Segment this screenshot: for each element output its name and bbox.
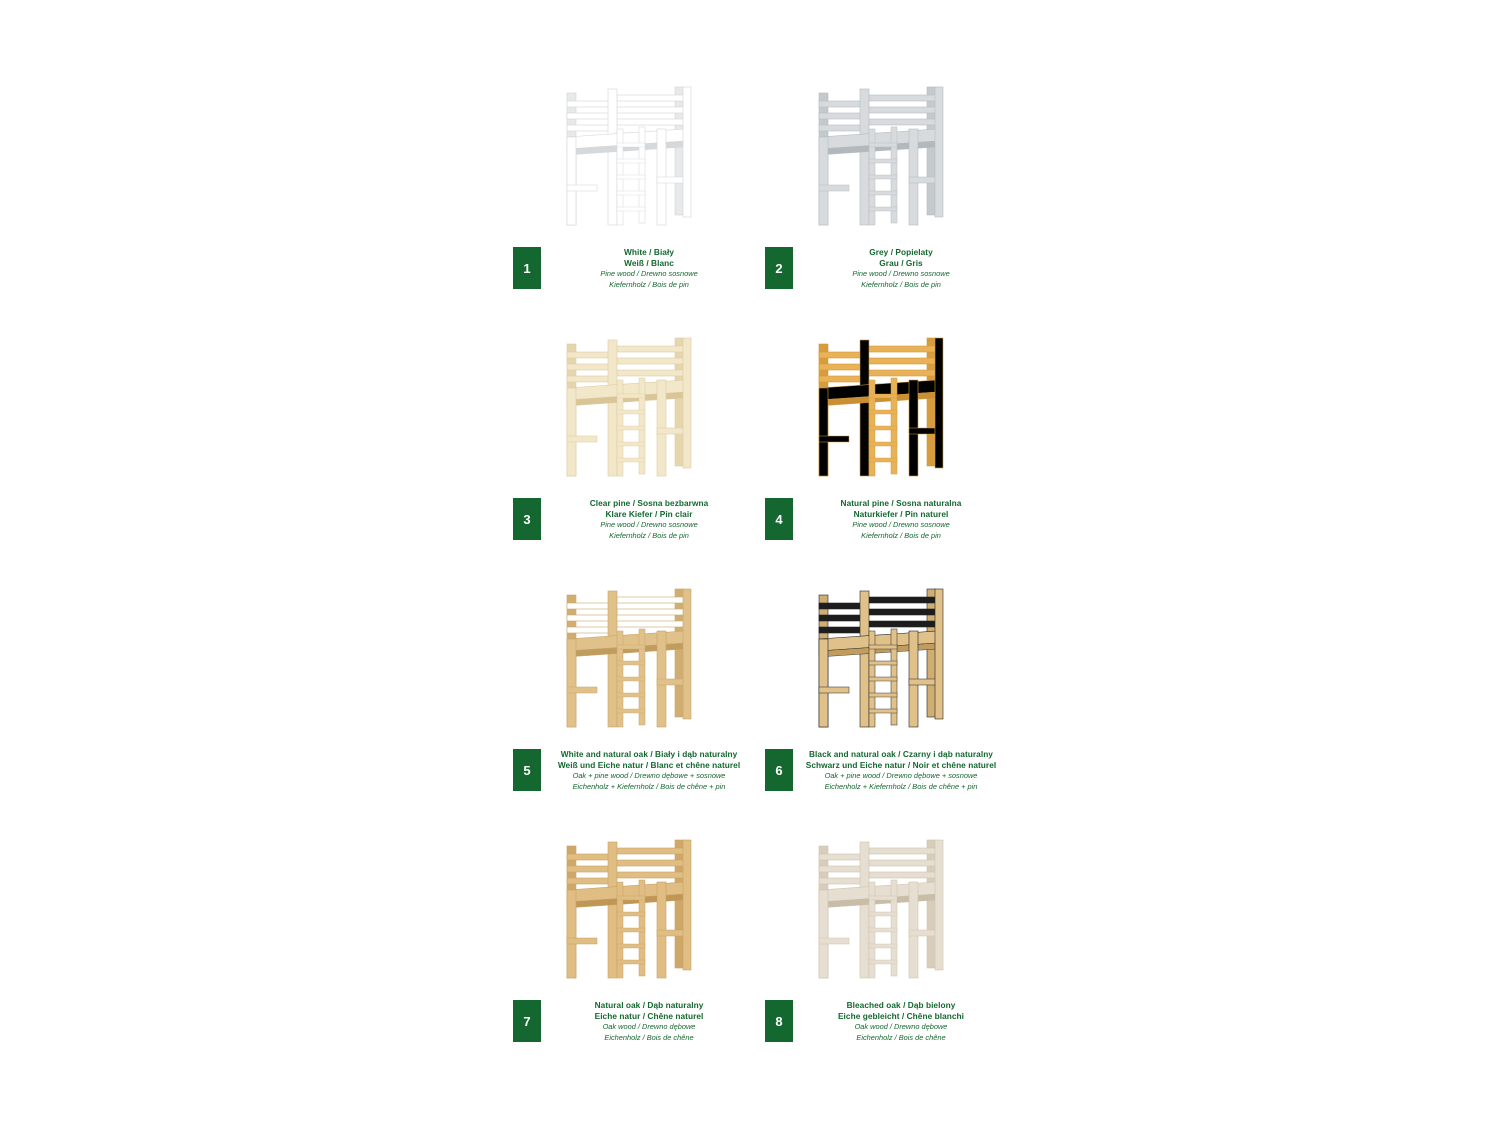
name-en-pl: White and natural oak / Biały i dąb naturalny — [560, 749, 738, 759]
bed-illustration — [805, 838, 961, 988]
name-en-pl: Grey / Popielaty — [869, 247, 933, 257]
name-en-pl: Black and natural oak / Czarny i dąb naturalny — [809, 749, 993, 759]
name-en-pl: Clear pine / Sosna bezbarwna — [589, 498, 709, 508]
caption-row — [505, 749, 757, 813]
material-de-fr: Kiefernholz / Bois de pin — [609, 530, 689, 540]
bed-illustration — [553, 587, 709, 737]
caption-row — [757, 1000, 1009, 1064]
option-number-badge: 5 — [513, 749, 541, 791]
material-de-fr: Kiefernholz / Bois de pin — [861, 279, 941, 289]
name-en-pl: White / Biały — [624, 247, 674, 257]
caption-row — [757, 498, 1009, 562]
bed-illustration — [553, 838, 709, 988]
option-number-badge: 1 — [513, 247, 541, 289]
caption-row — [505, 1000, 757, 1064]
name-en-pl: Natural pine / Sosna naturalna — [840, 498, 962, 508]
material-de-fr: Eichenholz / Bois de chêne — [856, 1032, 946, 1042]
material-de-fr: Eichenholz + Kiefernholz / Bois de chêne + pin — [824, 781, 978, 791]
colour-option-cell[interactable] — [505, 562, 757, 813]
option-caption — [793, 749, 1009, 792]
material-en-pl: Pine wood / Drewno sosnowe — [852, 520, 950, 529]
option-number-badge: 8 — [765, 1000, 793, 1042]
bed-illustration — [553, 85, 709, 235]
colour-option-cell[interactable] — [757, 60, 1009, 311]
option-number-badge: 4 — [765, 498, 793, 540]
colour-option-cell[interactable] — [757, 562, 1009, 813]
material-en-pl: Oak + pine wood / Drewno dębowe + sosnowe — [824, 771, 978, 780]
bed-image — [505, 813, 757, 988]
option-caption — [541, 498, 757, 541]
bed-image — [505, 60, 757, 235]
colour-option-cell[interactable] — [757, 813, 1009, 1064]
name-de-fr: Eiche gebleicht / Chêne blanchi — [837, 1011, 965, 1021]
bed-image — [505, 562, 757, 737]
option-caption — [541, 1000, 757, 1043]
option-number-badge: 3 — [513, 498, 541, 540]
name-de-fr: Klare Kiefer / Pin clair — [605, 509, 693, 519]
material-de-fr: Eichenholz / Bois de chêne — [604, 1032, 694, 1042]
bed-illustration — [553, 336, 709, 486]
material-en-pl: Oak wood / Drewno dębowe — [854, 1022, 948, 1031]
colour-option-cell[interactable] — [505, 60, 757, 311]
option-caption — [793, 1000, 1009, 1043]
material-en-pl: Pine wood / Drewno sosnowe — [852, 269, 950, 278]
name-de-fr: Weiß und Eiche natur / Blanc et chêne naturel — [557, 760, 741, 770]
bed-image — [757, 311, 1009, 486]
option-caption — [793, 247, 1009, 290]
material-en-pl: Oak + pine wood / Drewno dębowe + sosnowe — [572, 771, 726, 780]
option-caption — [793, 498, 1009, 541]
bed-image — [757, 813, 1009, 988]
colour-option-cell[interactable] — [505, 311, 757, 562]
material-en-pl: Oak wood / Drewno dębowe — [602, 1022, 696, 1031]
bed-image — [505, 311, 757, 486]
name-de-fr: Weiß / Blanc — [624, 258, 674, 268]
option-caption — [541, 247, 757, 290]
material-de-fr: Kiefernholz / Bois de pin — [861, 530, 941, 540]
material-de-fr: Kiefernholz / Bois de pin — [609, 279, 689, 289]
option-number-badge: 7 — [513, 1000, 541, 1042]
option-caption — [541, 749, 757, 792]
name-de-fr: Grau / Gris — [879, 258, 923, 268]
caption-row — [757, 247, 1009, 311]
bed-image — [757, 562, 1009, 737]
material-de-fr: Eichenholz + Kiefernholz / Bois de chêne + pin — [572, 781, 726, 791]
material-en-pl: Pine wood / Drewno sosnowe — [600, 269, 698, 278]
caption-row — [757, 749, 1009, 813]
option-number-badge: 6 — [765, 749, 793, 791]
name-de-fr: Schwarz und Eiche natur / Noir et chêne naturel — [805, 760, 997, 770]
caption-row — [505, 247, 757, 311]
colour-option-cell[interactable] — [505, 813, 757, 1064]
caption-row — [505, 498, 757, 562]
colour-option-cell[interactable] — [757, 311, 1009, 562]
bed-illustration — [805, 587, 961, 737]
material-en-pl: Pine wood / Drewno sosnowe — [600, 520, 698, 529]
bed-image — [757, 60, 1009, 235]
bed-illustration — [805, 85, 961, 235]
name-en-pl: Natural oak / Dąb naturalny — [594, 1000, 704, 1010]
bed-illustration — [805, 336, 961, 486]
option-number-badge: 2 — [765, 247, 793, 289]
name-de-fr: Naturkiefer / Pin naturel — [853, 509, 949, 519]
name-en-pl: Bleached oak / Dąb bielony — [846, 1000, 956, 1010]
options-grid — [505, 60, 1005, 1064]
name-de-fr: Eiche natur / Chêne naturel — [594, 1011, 704, 1021]
